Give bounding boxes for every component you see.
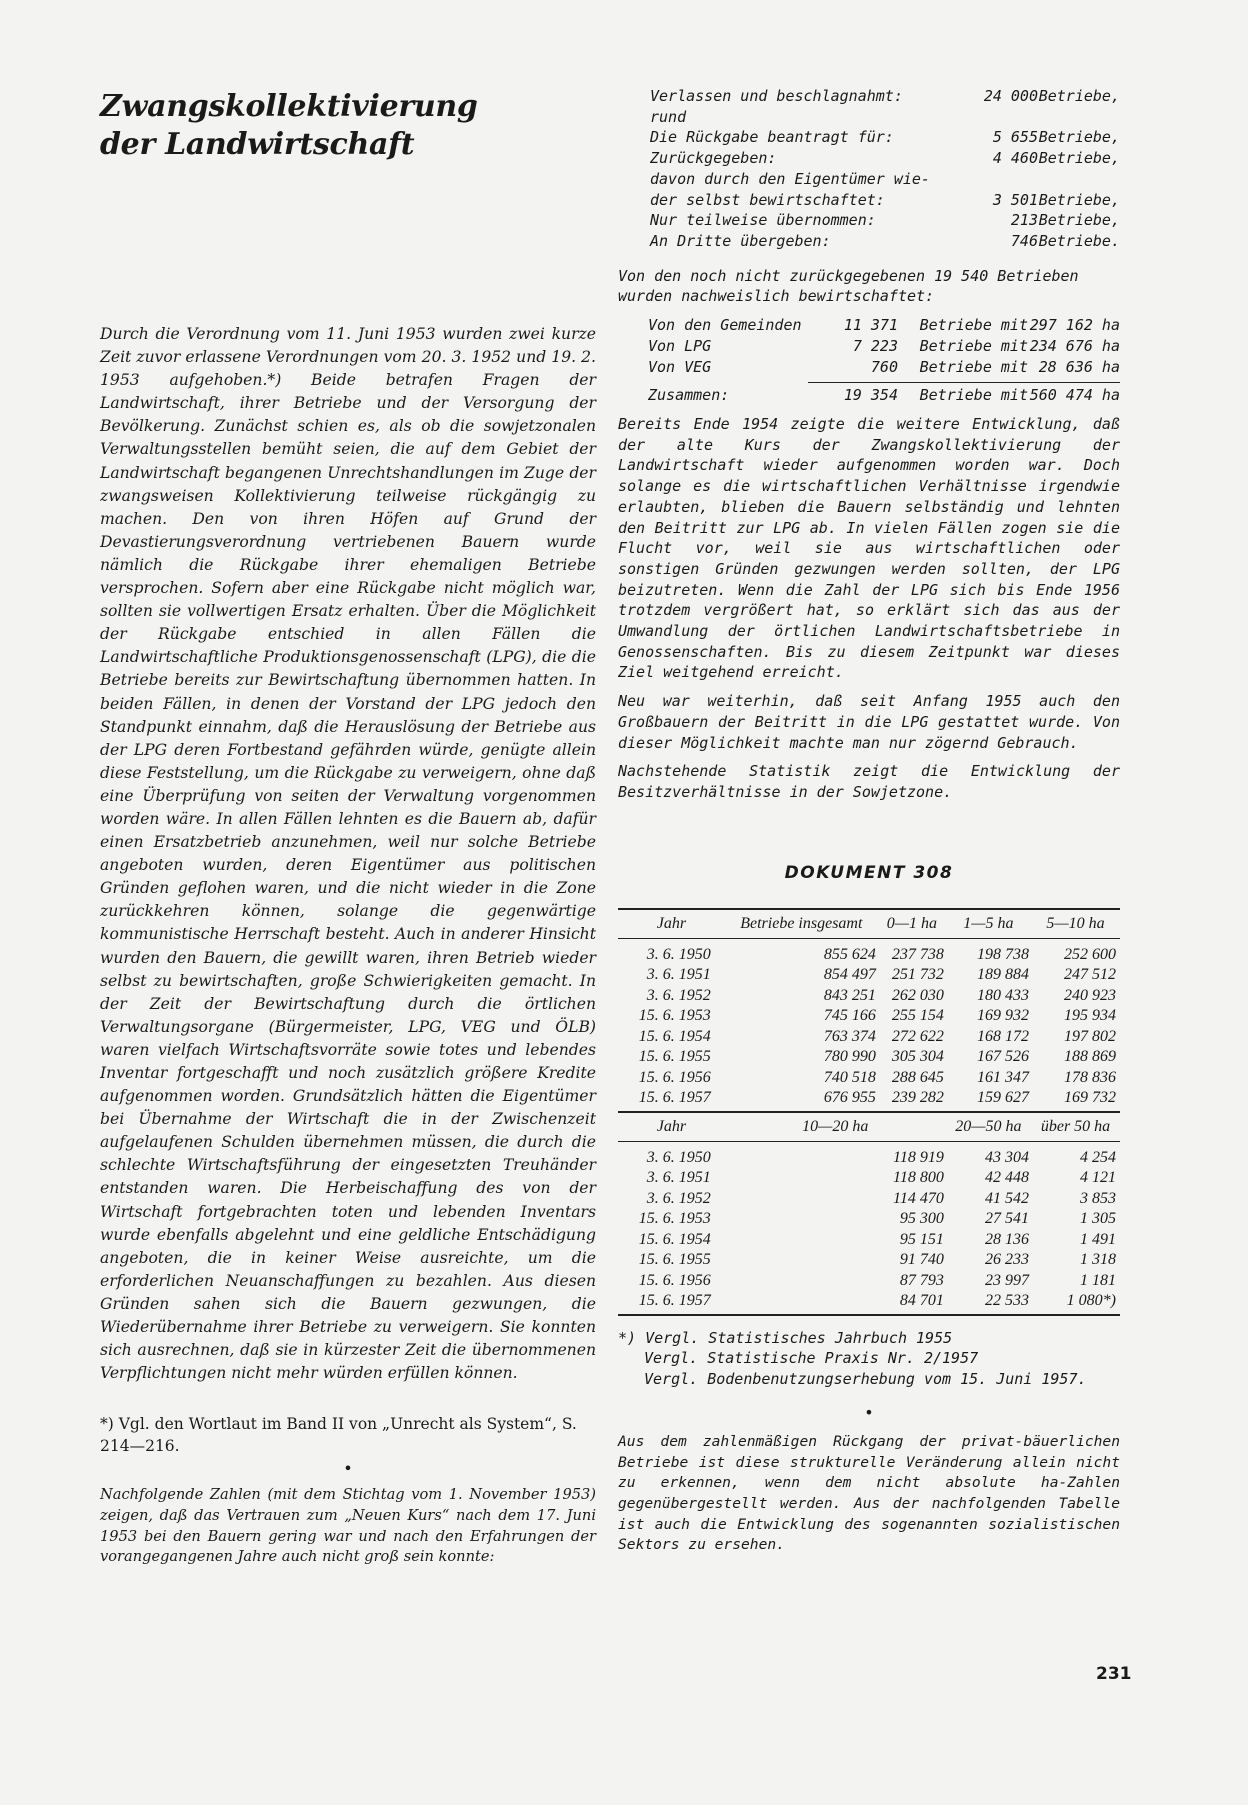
table1-cell: 676 955 [725, 1088, 878, 1112]
paragraph-statistik-intro: Nachstehende Statistik zeigt die Entwicklung der Besitzverhältnisse in der Sowjetzone. [618, 762, 1120, 801]
managed-by: Von den Gemeinden [648, 316, 802, 335]
table2-cell: 28 136 [985, 1230, 1030, 1248]
total-rule [808, 382, 1120, 383]
table-row [618, 1209, 1120, 1230]
table2-cell: 87 793 [899, 1271, 944, 1289]
rueckgabe-statistics [650, 86, 1120, 252]
table-row [618, 938, 1120, 965]
stat-row [650, 148, 1120, 169]
stat-row [650, 127, 1120, 148]
managed-count: 7 223 [852, 337, 898, 356]
table-row [618, 1141, 1120, 1168]
table1-cell: 745 166 [823, 1007, 876, 1025]
table-row [618, 1027, 1120, 1048]
table2-cell: 15. 6. 1955 [638, 1251, 711, 1269]
ownership-statistics-table [618, 908, 1120, 1316]
managed-area: 234 676 ha [1029, 337, 1120, 356]
table2-cell: 1 305 [1080, 1210, 1116, 1228]
separator-dot-right: • [864, 1403, 874, 1423]
table1-cell: 237 738 [891, 945, 944, 963]
left-column [100, 88, 596, 1568]
table1-cell: 169 932 [977, 1007, 1030, 1025]
table1-header-cell: Jahr [618, 909, 725, 939]
managed-count: 11 371 [843, 316, 898, 335]
table1-body [618, 938, 1120, 1112]
stat-row [650, 169, 1120, 190]
managed-mid: Betriebe mit [919, 316, 1028, 335]
sources-footnote [618, 1328, 1120, 1390]
table1-cell: 854 497 [823, 966, 876, 984]
paragraph-grossbauern: Neu war weiterhin, daß seit Anfang 1955 auch den Großbauern der Beitritt in die LPG gestattet wurde. Von dieser Möglichkeit machte man nur zögernd Gebrauch. [618, 692, 1120, 752]
table2-header-row [618, 1112, 1120, 1142]
table1-cell: 15. 6. 1956 [638, 1068, 711, 1086]
managed-area: 28 636 ha [1038, 358, 1120, 377]
table1-cell: 272 622 [891, 1027, 944, 1045]
stat-lbl: Die Rückgabe beantragt für: [650, 128, 894, 147]
table2-header-cell: 10—20 ha [725, 1112, 946, 1142]
table2-cell: 4 121 [1080, 1169, 1116, 1187]
table2-header-cell: über 50 ha [1031, 1112, 1120, 1142]
managed-farms-table [648, 315, 1120, 406]
table2-cell: 1 181 [1080, 1271, 1116, 1289]
title-line-1: Zwangskollektivierung [100, 89, 478, 124]
table1-cell: 15. 6. 1957 [618, 1088, 725, 1112]
table-row [618, 1088, 1120, 1112]
table1-cell: 3. 6. 1952 [646, 986, 711, 1004]
table2-cell: 95 300 [899, 1210, 944, 1228]
table2-cell: 26 233 [985, 1251, 1030, 1269]
table1-header-cell: 5—10 ha [1031, 909, 1120, 939]
managed-mid: Betriebe mit [919, 358, 1028, 377]
table1-cell: 198 738 [977, 945, 1030, 963]
stat-num: 3 501 [992, 190, 1038, 209]
table1-cell: 251 732 [891, 966, 944, 984]
stat-lbl: Nur teilweise übernommen: [650, 211, 876, 230]
stat-lbl: davon durch den Eigentümer wie- [650, 169, 930, 188]
table1-cell: 15. 6. 1953 [638, 1007, 711, 1025]
table1-cell: 247 512 [1064, 966, 1116, 984]
table-row [618, 1189, 1120, 1210]
stat-unit [1038, 169, 1120, 190]
table1-cell: 169 732 [1031, 1088, 1120, 1112]
stat-lbl: Verlassen und beschlagnahmt: rund [650, 87, 903, 126]
stat-num: 746 [1010, 231, 1038, 250]
title-line-2: der Landwirtschaft [100, 127, 415, 162]
table1-cell: 180 433 [977, 986, 1030, 1004]
table-row [618, 1006, 1120, 1027]
table2-header-cell: Jahr [618, 1112, 725, 1142]
article-title [100, 88, 596, 164]
table1-cell: 740 518 [823, 1068, 876, 1086]
table1-cell: 159 627 [946, 1088, 1031, 1112]
table2-cell: 1 318 [1080, 1251, 1116, 1269]
table2-cell: 1 080*) [1031, 1291, 1120, 1315]
managed-count: 760 [870, 358, 898, 377]
stat-row [650, 190, 1120, 211]
table1-cell: 763 374 [823, 1027, 876, 1045]
managed-mid: Betriebe mit [919, 386, 1028, 405]
stat-num: 24 000 [983, 87, 1038, 105]
table-row [618, 1250, 1120, 1271]
stat-unit: Betriebe, [1038, 190, 1120, 209]
table1-cell: 195 934 [1064, 1007, 1116, 1025]
table1-cell: 240 923 [1064, 986, 1116, 1004]
paragraph-development: Bereits Ende 1954 zeigte die weitere Entwicklung, daß der alte Kurs der Zwangskollektivierung der Landwirtschaft wieder aufgenommen worden war. Doch solange es die wirtschaftlichen Verhältnisse irgendwie erlaubten, blieben die Bauern selbständig und lehnten den Beitritt zur LPG ab. In vielen Fällen zogen sie die Flucht vor, weil sie aus wirtschaftlichen oder sonstigen Gründen gezwungen werden sollten, der LPG beizutreten. Wenn die Zahl der LPG sich bis Ende 1956 trotzdem vergrößert hat, so erklärt sich das aus der Umwandlung der örtlichen Landwirtschaftsbetriebe in Genossenschaften. Bis zu diesem Zeitpunkt war dieses Ziel weitgehend erreicht. [618, 415, 1120, 682]
note-left: Nachfolgende Zahlen (mit dem Stichtag vom 1. November 1953) zeigen, daß das Vertrauen zum „Neuen Kurs“ nach dem 17. Juni 1953 bei den Bauern gering war und nach den Erfahrungen der vorangegangenen Jahre auch nicht groß sein konnte: [100, 1486, 596, 1566]
table2-cell: 1 491 [1080, 1230, 1116, 1248]
table1-cell: 855 624 [823, 945, 876, 963]
table2-cell: 15. 6. 1957 [618, 1291, 725, 1315]
table1-cell: 15. 6. 1954 [638, 1027, 711, 1045]
title-block [100, 88, 596, 323]
source-line: Vergl. Statistische Praxis Nr. 2/1957 [644, 1349, 979, 1368]
table1-cell: 288 645 [891, 1068, 944, 1086]
table2-header-cell: 20—50 ha [946, 1112, 1031, 1142]
table2-cell: 3 853 [1080, 1189, 1116, 1207]
table2-cell: 3. 6. 1951 [646, 1169, 711, 1187]
stat-lbl: An Dritte übergeben: [650, 231, 831, 250]
table2-cell: 84 701 [725, 1291, 946, 1315]
stat-row [650, 231, 1120, 252]
managed-row [648, 357, 1120, 378]
table1-cell: 197 802 [1064, 1027, 1116, 1045]
table2-cell: 91 740 [899, 1251, 944, 1269]
table2-cell: 22 533 [946, 1291, 1031, 1315]
table1-header-cell: 0—1 ha [878, 909, 946, 939]
managed-by: Zusammen: [648, 386, 730, 405]
stat-num: 4 460 [992, 149, 1038, 168]
page-number: 231 [1096, 1664, 1132, 1684]
table1-cell: 843 251 [823, 986, 876, 1004]
table2-cell: 3. 6. 1950 [646, 1148, 711, 1166]
stat-unit: Betriebe, [1038, 149, 1120, 168]
table1-cell: 780 990 [823, 1048, 876, 1066]
managed-by: Von LPG [648, 337, 712, 356]
table2-cell: 41 542 [985, 1189, 1030, 1207]
table1-cell: 188 869 [1064, 1048, 1116, 1066]
table1-header-cell: 1—5 ha [946, 909, 1031, 939]
stat-lbl: Zurückgegeben: [650, 149, 777, 168]
right-column [618, 86, 1120, 1556]
table-row [618, 1068, 1120, 1089]
stat-num [938, 169, 1038, 190]
table1-cell: 255 154 [891, 1007, 944, 1025]
stat-unit: Betriebe, [1038, 211, 1120, 230]
stat-row [650, 210, 1120, 231]
managed-row [648, 315, 1120, 336]
table1-cell: 161 347 [977, 1068, 1030, 1086]
table2-cell: 43 304 [985, 1148, 1030, 1166]
table1-header-cell: Betriebe insgesamt [725, 909, 878, 939]
stat-unit: Betriebe, [1038, 128, 1120, 147]
managed-area: 297 162 ha [1029, 316, 1120, 335]
closing-paragraph: Aus dem zahlenmäßigen Rückgang der privat-bäuerlichen Betriebe ist diese strukturelle Veränderung allein nicht zu erkennen, wenn dem nicht absolute ha-Zahlen gegenübergestellt werden. Aus der nachfolgenden Tabelle ist auch die Entwicklung des sogenannten sozialistischen Sektors zu ersehen. [618, 1433, 1120, 1554]
table2-body [618, 1141, 1120, 1315]
managed-by: Von VEG [648, 358, 712, 377]
table-row [618, 1168, 1120, 1189]
managed-count: 19 354 [843, 386, 898, 405]
stat-unit: Betriebe, [1038, 87, 1120, 105]
table-row [618, 1047, 1120, 1068]
table1-cell: 168 172 [977, 1027, 1030, 1045]
table1-cell: 3. 6. 1950 [646, 945, 711, 963]
source-line: Vergl. Bodenbenutzungserhebung vom 15. Juni 1957. [644, 1369, 1087, 1388]
source-line: *) Vergl. Statistisches Jahrbuch 1955 [618, 1328, 953, 1347]
managed-row [648, 385, 1120, 406]
table2-cell: 95 151 [899, 1230, 944, 1248]
stat-lbl: der selbst bewirtschaftet: [650, 190, 885, 209]
table1-cell: 305 304 [891, 1048, 944, 1066]
table2-cell: 4 254 [1080, 1148, 1116, 1166]
table2-cell: 15. 6. 1953 [638, 1210, 711, 1228]
table1-cell: 167 526 [977, 1048, 1030, 1066]
table1-cell: 15. 6. 1955 [638, 1048, 711, 1066]
main-paragraph: Durch die Verordnung vom 11. Juni 1953 wurden zwei kurze Zeit zuvor erlassene Verordnungen vom 20. 3. 1952 und 19. 2. 1953 aufgehoben.*) Beide betrafen Fragen der Landwirtschaft, ihrer Betriebe und der Versorgung der Bevölkerung. Zunächst schien es, als ob die sowjetzonalen Verwaltungsstellen bemüht seien, die auf dem Gebiet der Landwirtschaft begangenen Unrechtshandlungen im Zuge der zwangsweisen Kollektivierung teilweise rückgängig zu machen. Den von ihren Höfen auf Grund der Devastierungsverordnung vertriebenen Bauern wurde nämlich die Rückgabe ihrer ehemaligen Betriebe versprochen. Sofern aber eine Rückgabe nicht möglich war, sollten sie vollwertigen Ersatz erhalten. Über die Möglichkeit der Rückgabe entschied in allen Fällen die Landwirtschaftliche Produktionsgenossenschaft (LPG), die die Betriebe bereits zur Bewirtschaftung übernommen hatten. In beiden Fällen, in denen der Vorstand der LPG jedoch den Standpunkt einnahm, daß die Herauslösung der Betriebe aus der LPG deren Fortbestand gefährden würde, genügte allein diese Feststellung, um die Rückgabe zu verweigern, ohne daß eine Überprüfung von seiten der Verwaltung vorgenommen worden wäre. In allen Fällen lehnten es die Bauern ab, dafür einen Ersatzbetrieb anzunehmen, weil nur solche Betriebe angeboten wurden, deren Eigentümer aus politischen Gründen geflohen waren, und die nicht wieder in die Zone zurückkehren können, solange die gegenwärtige kommunistische Herrschaft besteht. Auch in anderer Hinsicht wurden den Bauern, die gewillt waren, ihren Betrieb wieder selbst zu bewirtschaften, große Schwierigkeiten gemacht. In der Zeit der Bewirtschaftung durch die örtlichen Verwaltungsorgane (Bürgermeister, LPG, VEG und ÖLB) waren vielfach Wirtschaftsvorräte sowie totes und lebendes Inventar fortgeschafft und noch zusätzlich größere Kredite aufgenommen worden. Grundsätzlich hätten die Eigentümer bei Übernahme der Wirtschaft die in der Zwischenzeit aufgelaufenen Schulden übernehmen müssen, die durch die schlechte Wirtschaftsführung der eingesetzten Treuhänder entstanden waren. Die Herbeischaffung des von der Wirtschaft fortgebrachten toten und lebenden Inventars wurde ebenfalls abgelehnt und eine geldliche Entschädigung angeboten, die in keiner Weise ausreichte, um die erforderlichen Neuanschaffungen zu bezahlen. Aus diesen Gründen sahen sich die Bauern gezwungen, die Wiederübernahme ihrer Betriebe zu verweigern. Sie konnten sich ausrechnen, daß sie in kürzester Zeit die übernommenen Verpflichtungen nicht mehr würden erfüllen können. [100, 325, 596, 1383]
table-row [618, 1291, 1120, 1315]
table2-cell: 15. 6. 1954 [638, 1230, 711, 1248]
table-row [618, 986, 1120, 1007]
table1-cell: 189 884 [977, 966, 1030, 984]
table1-header-row [618, 909, 1120, 939]
table2-cell: 3. 6. 1952 [646, 1189, 711, 1207]
stat-unit: Betriebe. [1038, 231, 1120, 250]
table1-cell: 178 836 [1064, 1068, 1116, 1086]
table1-cell: 252 600 [1064, 945, 1116, 963]
table2-cell: 118 800 [893, 1169, 944, 1187]
managed-row [648, 336, 1120, 357]
managed-intro: Von den noch nicht zurückgegebenen 19 540 Betrieben wurden nachweislich bewirtschaftet: [618, 266, 1079, 306]
table2-cell: 23 997 [985, 1271, 1030, 1289]
table-row [618, 1230, 1120, 1251]
footnote-left: *) Vgl. den Wortlaut im Band II von „Unrecht als System“, S. 214—216. [100, 1415, 577, 1456]
document-title: DOKUMENT 308 [784, 862, 954, 883]
managed-mid: Betriebe mit [919, 337, 1028, 356]
table2-cell: 27 541 [985, 1210, 1030, 1228]
table-row [618, 965, 1120, 986]
table2-cell: 42 448 [985, 1169, 1030, 1187]
separator-dot: • [343, 1459, 353, 1479]
managed-area: 560 474 ha [1029, 386, 1120, 405]
table1-cell: 239 282 [878, 1088, 946, 1112]
stat-num: 213 [1010, 211, 1038, 230]
table-row [618, 1271, 1120, 1292]
table1-cell: 3. 6. 1951 [646, 966, 711, 984]
table2-cell: 15. 6. 1956 [638, 1271, 711, 1289]
table2-cell: 118 919 [893, 1148, 944, 1166]
table1-cell: 262 030 [891, 986, 944, 1004]
stat-row [650, 86, 1120, 127]
stat-num: 5 655 [992, 128, 1038, 147]
table2-cell: 114 470 [893, 1189, 944, 1207]
